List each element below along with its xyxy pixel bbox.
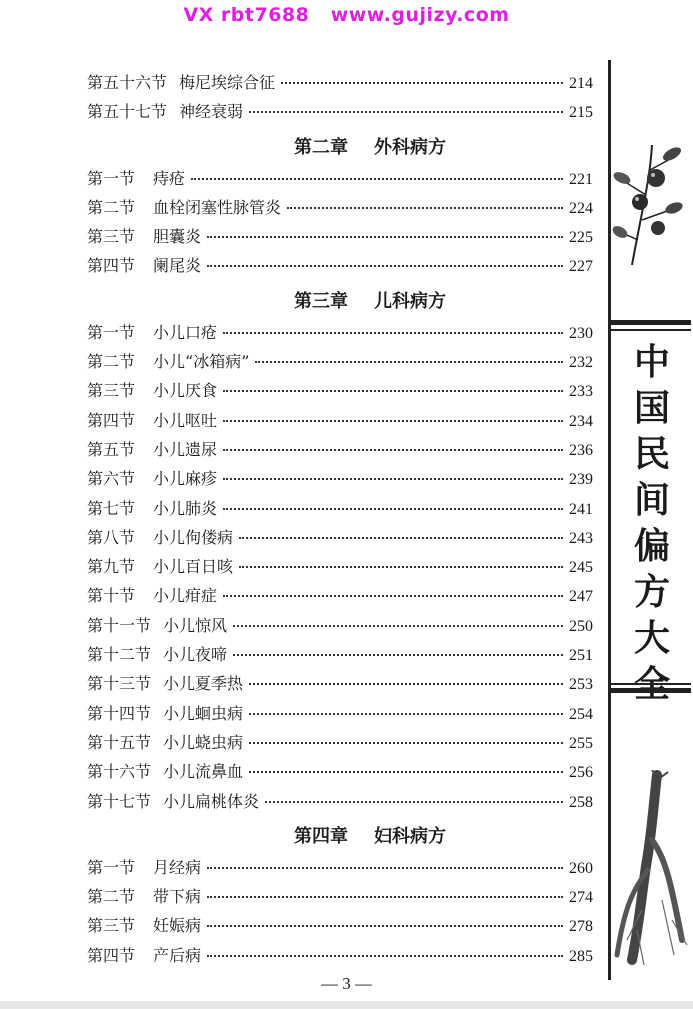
page-reference: 236 bbox=[569, 441, 593, 459]
section-number: 第一节 bbox=[87, 857, 136, 877]
dot-leader bbox=[207, 236, 563, 238]
sidebar-bar-top bbox=[611, 320, 691, 325]
section-number: 第十七节 bbox=[87, 791, 152, 811]
dot-leader bbox=[223, 508, 563, 510]
page-reference: 233 bbox=[569, 383, 593, 401]
toc-entry[interactable] bbox=[87, 437, 593, 466]
toc-entry[interactable] bbox=[87, 613, 593, 642]
toc-entry[interactable] bbox=[87, 349, 593, 378]
toc-entry[interactable] bbox=[87, 525, 593, 554]
section-title: 痔疮 bbox=[153, 168, 186, 188]
toc-entry[interactable] bbox=[87, 583, 593, 612]
dot-leader bbox=[207, 265, 563, 267]
section-number: 第一节 bbox=[87, 168, 136, 188]
title-character: 民 bbox=[633, 434, 670, 475]
section-title: 小儿麻疹 bbox=[153, 469, 218, 489]
section-number: 第八节 bbox=[87, 527, 136, 547]
section-number: 第七节 bbox=[87, 498, 136, 518]
section-number: 第三节 bbox=[87, 381, 136, 401]
toc-entry[interactable] bbox=[87, 496, 593, 525]
toc-entry[interactable] bbox=[87, 408, 593, 437]
sidebar-bar-bottom-thin bbox=[611, 683, 691, 685]
section-number: 第三节 bbox=[87, 227, 136, 247]
section-number: 第二节 bbox=[87, 197, 136, 217]
toc-entry[interactable] bbox=[87, 671, 593, 700]
toc-entry[interactable] bbox=[87, 730, 593, 759]
toc-entry[interactable] bbox=[87, 224, 593, 253]
page-reference: 256 bbox=[569, 764, 593, 782]
title-character: 中 bbox=[633, 342, 670, 383]
section-number: 第五十七节 bbox=[87, 102, 168, 122]
page-reference: 221 bbox=[569, 170, 593, 188]
toc-entry[interactable] bbox=[87, 166, 593, 195]
chapter-label: 第二章 bbox=[294, 136, 348, 158]
title-character: 大 bbox=[633, 618, 670, 659]
dot-leader bbox=[223, 449, 563, 451]
toc-entry[interactable] bbox=[87, 759, 593, 788]
toc-entry[interactable] bbox=[87, 99, 593, 128]
section-number: 第十三节 bbox=[87, 674, 152, 694]
section-number: 第四节 bbox=[87, 945, 136, 965]
page-reference: 224 bbox=[569, 199, 593, 217]
section-title: 小儿流鼻血 bbox=[163, 762, 244, 782]
section-title: 小儿蛲虫病 bbox=[163, 732, 244, 752]
toc-entry[interactable] bbox=[87, 320, 593, 349]
section-number: 第六节 bbox=[87, 469, 136, 489]
toc-entry[interactable] bbox=[87, 855, 593, 884]
dot-leader bbox=[249, 771, 563, 773]
dot-leader bbox=[207, 867, 563, 869]
section-title: 小儿厌食 bbox=[153, 381, 218, 401]
section-number: 第九节 bbox=[87, 557, 136, 577]
dot-leader bbox=[265, 801, 563, 803]
page-reference: 214 bbox=[569, 75, 593, 92]
chapter-title: 儿科病方 bbox=[374, 290, 446, 312]
sidebar-bar-top-thin bbox=[611, 329, 691, 331]
toc-entry[interactable] bbox=[87, 70, 593, 99]
section-number: 第五十六节 bbox=[87, 73, 168, 92]
title-character: 间 bbox=[633, 480, 670, 521]
section-title: 血栓闭塞性脉管炎 bbox=[153, 197, 282, 217]
bottom-scan-strip bbox=[0, 1001, 693, 1009]
section-number: 第十五节 bbox=[87, 732, 152, 752]
page-reference: 253 bbox=[569, 676, 593, 694]
title-character: 方 bbox=[633, 572, 670, 613]
section-number: 第十一节 bbox=[87, 615, 152, 635]
section-title: 神经衰弱 bbox=[179, 102, 244, 122]
page-reference: 250 bbox=[569, 617, 593, 635]
page-reference: 278 bbox=[569, 918, 593, 936]
toc-entry[interactable] bbox=[87, 913, 593, 942]
title-character bbox=[624, 662, 680, 708]
section-number: 第十二节 bbox=[87, 645, 152, 665]
ginseng-root-illustration bbox=[612, 770, 692, 970]
section-number: 第二节 bbox=[87, 352, 136, 372]
section-title: 小儿扁桃体炎 bbox=[163, 791, 260, 811]
section-title: 小儿夜啼 bbox=[163, 645, 228, 665]
toc-entry[interactable] bbox=[87, 789, 593, 818]
page-reference: 225 bbox=[569, 229, 593, 247]
table-of-contents bbox=[87, 70, 593, 972]
dot-leader bbox=[223, 595, 563, 597]
page-reference: 258 bbox=[569, 793, 593, 811]
fruit-branch-illustration bbox=[612, 140, 692, 270]
dot-leader bbox=[223, 390, 563, 392]
dot-leader bbox=[207, 896, 563, 898]
chapter-label: 第四章 bbox=[294, 825, 348, 847]
title-character: 偏 bbox=[633, 526, 670, 567]
title-character: 国 bbox=[633, 388, 670, 429]
toc-entry[interactable] bbox=[87, 642, 593, 671]
section-title: 梅尼埃综合征 bbox=[179, 73, 276, 92]
dot-leader bbox=[233, 654, 563, 656]
page-reference: 245 bbox=[569, 559, 593, 577]
page-reference: 254 bbox=[569, 705, 593, 723]
page-reference: 239 bbox=[569, 471, 593, 489]
section-title: 小儿佝偻病 bbox=[153, 527, 234, 547]
chapter-label: 第三章 bbox=[294, 290, 348, 312]
page-reference: 230 bbox=[569, 324, 593, 342]
dot-leader bbox=[207, 955, 563, 957]
dot-leader bbox=[223, 332, 563, 334]
dot-leader bbox=[223, 420, 563, 422]
page-reference: 234 bbox=[569, 412, 593, 430]
section-title: 小儿口疮 bbox=[153, 322, 218, 342]
dot-leader bbox=[249, 742, 563, 744]
page-reference: 255 bbox=[569, 734, 593, 752]
section-title: 胆囊炎 bbox=[153, 227, 202, 247]
section-title: 小儿蛔虫病 bbox=[163, 703, 244, 723]
section-title: 产后病 bbox=[153, 945, 202, 965]
section-title: 小儿遗尿 bbox=[153, 439, 218, 459]
dot-leader bbox=[249, 683, 563, 685]
toc-entry[interactable] bbox=[87, 701, 593, 730]
dot-leader bbox=[223, 478, 563, 480]
page-reference: 274 bbox=[569, 889, 593, 907]
dot-leader bbox=[249, 713, 563, 715]
section-number: 第十六节 bbox=[87, 762, 152, 782]
dot-leader bbox=[255, 361, 563, 363]
section-number: 第四节 bbox=[87, 410, 136, 430]
section-number: 第十四节 bbox=[87, 703, 152, 723]
dot-leader bbox=[239, 537, 563, 539]
page-reference: 227 bbox=[569, 258, 593, 276]
section-number: 第二节 bbox=[87, 887, 136, 907]
section-title: 小儿呕吐 bbox=[153, 410, 218, 430]
section-title: 月经病 bbox=[153, 857, 202, 877]
section-title: 带下病 bbox=[153, 887, 202, 907]
dot-leader bbox=[249, 111, 563, 113]
page-reference: 260 bbox=[569, 859, 593, 877]
dot-leader bbox=[281, 82, 563, 84]
section-number: 第四节 bbox=[87, 256, 136, 276]
section-number: 第三节 bbox=[87, 916, 136, 936]
toc-entry[interactable] bbox=[87, 378, 593, 407]
section-title: 妊娠病 bbox=[153, 916, 202, 936]
sidebar-bar-bottom bbox=[611, 688, 691, 693]
section-title: 小儿疳症 bbox=[153, 586, 218, 606]
page-reference: 241 bbox=[569, 500, 593, 518]
section-number: 第十节 bbox=[87, 586, 136, 606]
toc-entry[interactable] bbox=[87, 253, 593, 282]
dot-leader bbox=[191, 178, 563, 180]
watermark-text: VX rbt7688 www.gujizy.com bbox=[183, 4, 510, 26]
dot-leader bbox=[287, 207, 563, 209]
toc-entry[interactable] bbox=[87, 884, 593, 913]
dot-leader bbox=[207, 925, 563, 927]
toc-entry[interactable] bbox=[87, 943, 593, 972]
section-title: 小儿夏季热 bbox=[163, 674, 244, 694]
chapter-title: 外科病方 bbox=[374, 136, 446, 158]
section-title: 小儿惊风 bbox=[163, 615, 228, 635]
page-reference: 285 bbox=[569, 947, 593, 965]
section-title: 阑尾炎 bbox=[153, 256, 202, 276]
page-reference: 215 bbox=[569, 104, 593, 122]
sidebar-divider bbox=[608, 60, 611, 980]
section-number: 第五节 bbox=[87, 439, 136, 459]
page-reference: 251 bbox=[569, 647, 593, 665]
dot-leader bbox=[233, 625, 563, 627]
dot-leader bbox=[239, 566, 563, 568]
chapter-title: 妇科病方 bbox=[374, 825, 446, 847]
toc-entry[interactable] bbox=[87, 195, 593, 224]
vertical-book-title bbox=[624, 340, 680, 708]
section-title: 小儿“冰箱病” bbox=[153, 352, 250, 372]
chapter-heading bbox=[87, 283, 593, 320]
chapter-heading bbox=[87, 129, 593, 166]
page-number: — 3 — bbox=[321, 974, 372, 993]
toc-entry[interactable] bbox=[87, 554, 593, 583]
section-title: 小儿百日咳 bbox=[153, 557, 234, 577]
chapter-heading bbox=[87, 818, 593, 855]
page-reference: 247 bbox=[569, 588, 593, 606]
page-reference: 232 bbox=[569, 354, 593, 372]
page-reference: 243 bbox=[569, 529, 593, 547]
section-number: 第一节 bbox=[87, 322, 136, 342]
section-title: 小儿肺炎 bbox=[153, 498, 218, 518]
toc-entry[interactable] bbox=[87, 466, 593, 495]
